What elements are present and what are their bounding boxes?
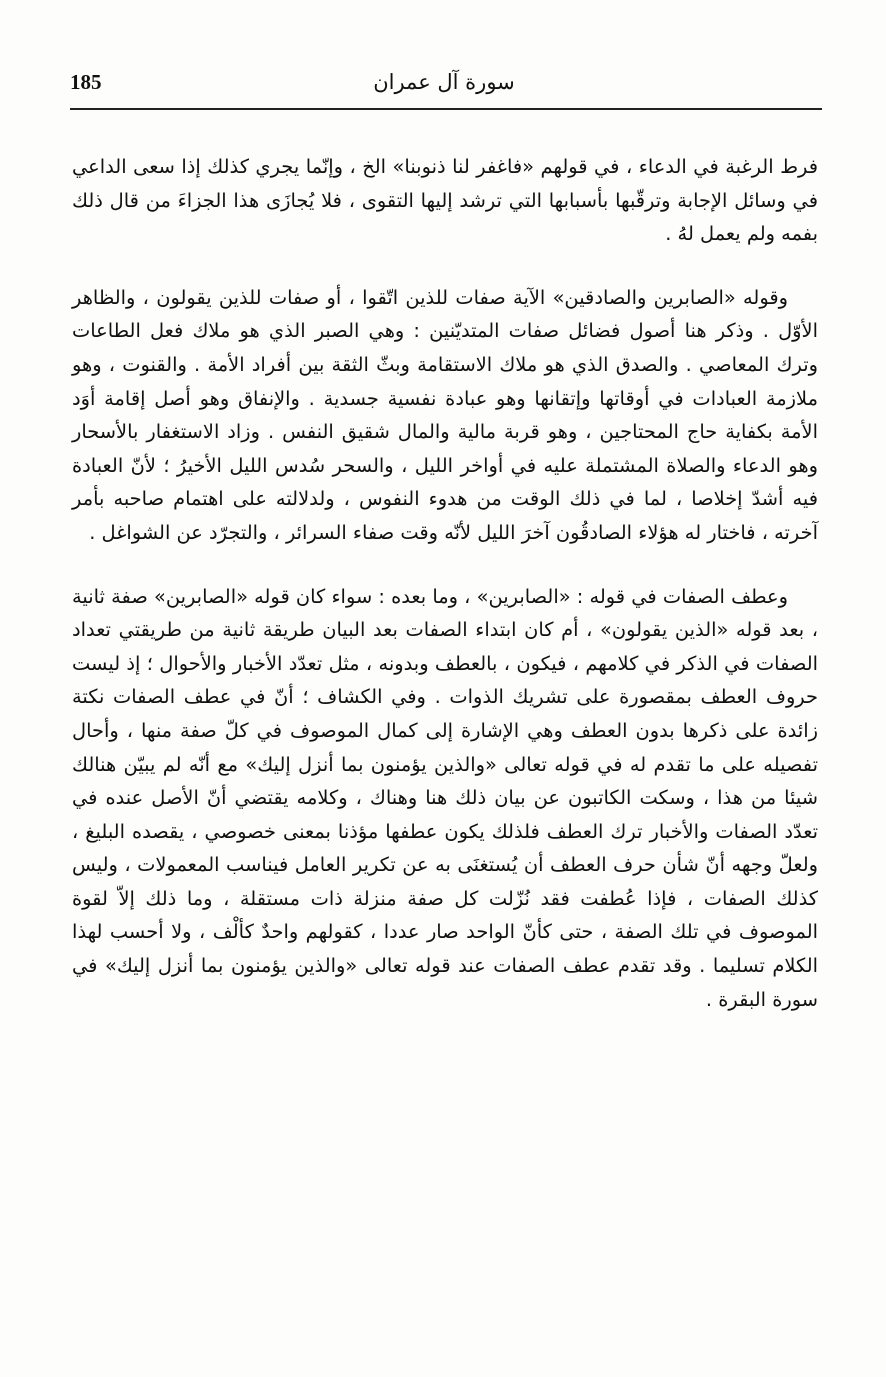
header-rule xyxy=(70,108,822,110)
paragraph-1: فرط الرغبة في الدعاء ، في قولهم «فاغفر لنا ذنوبنا» الخ ، وإنّما يجري كذلك إذا سعى الداعي في وسائل الإجابة وترقّبها بأسبابها التي ترشد إليها التقوى ، فلا يُجازَى هذا الجزاءَ من قال ذلك بفمه ولم يعمل لهُ . xyxy=(72,155,818,246)
page-body xyxy=(72,150,818,1046)
paragraph-3: وعطف الصفات في قوله : «الصابرين» ، وما بعده : سواء كان قوله «الصابرين» صفة ثانية ، بعد قوله «الذين يقولون» ، أم كان ابتداء الصفات بعد البيان طريقة ثانية من طريقتي تعداد الصفات في الذكر في كلامهم ، فيكون ، بالعطف وبدونه ، مثل تعدّد الأخبار والأحوال ؛ إذ ليست حروف العطف بمقصورة على تشريك الذوات . وفي الكشاف ؛ أنّ في عطف الصفات نكتة زائدة على ذكرها بدون العطف وهي الإشارة إلى كمال الموصوف في كلّ صفة منها ، وأحال تفصيله على ما تقدم له في قوله تعالى «والذين يؤمنون بما أنزل إليك» مع أنّه لم يبيّن هنالك شيئا من هذا ، وسكت الكاتبون عن بيان ذلك هنا وهناك ، وكلامه يقتضي أنّ الأصل عنده في تعدّد الصفات والأخبار ترك العطف فلذلك يكون عطفها مؤذنا بمعنى خصوصي ، يقصده البليغ ، ولعلّ وجهه أنّ شأن حرف العطف أن يُستغنَى به عن تكرير العامل فيناسب المعمولات ، وليس كذلك الصفات ، فإذا عُطفت فقد نُزّلت كل صفة منزلة ذات مستقلة ، وما ذلك إلاّ لقوة الموصوف في تلك الصفة ، حتى كأنّ الواحد صار عددا ، كقولهم واحدٌ كألْف ، ولا أحسب لهذا الكلام تسليما . وقد تقدم عطف الصفات عند قوله تعالى «والذين يؤمنون بما أنزل إليك» في سورة البقرة . xyxy=(72,584,818,1011)
running-title: سورة آل عمران xyxy=(373,70,515,94)
page-header xyxy=(68,68,820,108)
paragraph-2: وقوله «الصابرين والصادقين» الآية صفات للذين اتّقوا ، أو صفات للذين يقولون ، والظاهر الأوّل . وذكر هنا أصول فضائل صفات المتديّنين : وهي الصبر الذي هو ملاك فعل الطاعات وترك المعاصي . والصدق الذي هو ملاك الاستقامة وبثّ الثقة بين أفراد الأمة . والقنوت ، وهو ملازمة العبادات في أوقاتها وإتقانها وهو عبادة نفسية جسدية . والإنفاق وهو أصل إقامة أوَد الأمة بكفاية حاج المحتاجين ، وهو قربة مالية والمال شقيق النفس . وزاد الاستغفار بالأسحار وهو الدعاء والصلاة المشتملة عليه في أواخر الليل ، والسحر سُدس الليل الأخيرُ ؛ لأنّ العبادة فيه أشدّ إخلاصا ، لما في ذلك الوقت من هدوء النفوس ، ولدلالته على اهتمام صاحبه بأمر آخرته ، فاختار له هؤلاء الصادقُون آخرَ الليل لأنّه وقت صفاء السرائر ، والتجرّد عن الشواغل . xyxy=(72,285,818,544)
page-number: 185 xyxy=(70,70,102,94)
